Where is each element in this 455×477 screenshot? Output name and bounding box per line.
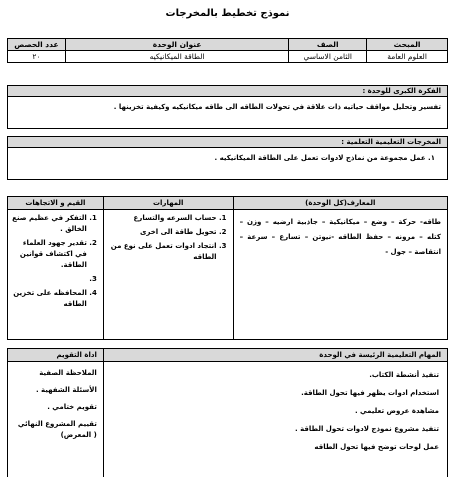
list-item: 2. تحويل طاقة الى اخرى (108, 227, 217, 238)
list-item: تنفيذ مشروع نموذج لادوات تحول الطاقة . (294, 425, 439, 433)
list-item: 1. حساب السرعه والتسارع (108, 213, 217, 224)
list-item: تنفيذ أنشطة الكتاب. (369, 371, 439, 379)
list-item: 2. تقدير جهود العلماء في اكتشاف قوانين الطاقة. (12, 238, 87, 271)
values-label: القيم و الاتجاهات (8, 197, 104, 210)
header-table (7, 38, 448, 63)
big-idea-text: تفسير وتحليل مواقف حياتيه ذات علاقة في تحولات الطاقه الى طاقه ميكانيكيه وكيفية تخزينها . (113, 103, 441, 111)
unit-title-value: الطاقة الميكانيكيه (65, 51, 288, 63)
grade-label: الصف (289, 39, 367, 51)
evaluation-cell (8, 362, 104, 477)
outcomes-text: ١. عمل مجموعة من نماذج لادوات تعمل على الطاقة الميكانيكيه . (214, 154, 435, 162)
skills-cell (103, 210, 233, 340)
evaluation-label: اداة التقويم (8, 349, 104, 362)
list-item: الملاحظة الصفية (39, 369, 97, 377)
page-title: نموذج تخطيط بالمخرجات (165, 8, 290, 19)
tasks-evaluation-table (7, 348, 448, 477)
outcomes-section (7, 136, 448, 180)
tasks-cell (103, 362, 447, 477)
sessions-value: ٢٠ (8, 51, 66, 63)
subject-label: المبحث (367, 39, 448, 51)
list-item: تقويم ختامي . (47, 403, 97, 411)
tasks-label: المهام التعليمية الرئيسة في الوحدة (103, 349, 447, 362)
list-item: تقييم المشروع النهائي ( المعرض) (17, 420, 97, 439)
big-idea-label: الفكرة الكبرى للوحدة : (8, 86, 447, 97)
list-item: 4. المحافظه على تخزين الطاقه (12, 288, 87, 310)
sessions-label: عدد الحصص (8, 39, 66, 51)
list-item: 3. انتجاد ادوات تعمل على نوع من الطاقه (108, 241, 217, 263)
skills-label: المهارات (103, 197, 233, 210)
list-item: مشاهدة عروض تعليمي . (354, 407, 439, 415)
knowledge-text: طاقه- حركة – وضع – ميكانيكية – جاذبية ارضيه – وزن – كتله – مرونه – حفظ الطاقه -نيوتن – تسارع – سرعة – انتقاصة – جول - (239, 218, 441, 256)
knowledge-label: المعارف(كل الوحدة) (233, 197, 447, 210)
list-item: عمل لوحات توضح فيها تحول الطاقه (314, 443, 439, 451)
grade-value: الثامن الاساسي (289, 51, 367, 63)
subject-value: العلوم العامة (367, 51, 448, 63)
big-idea-section (7, 85, 448, 129)
list-item (12, 274, 87, 285)
list-item: الأسئلة الشفهية . (35, 386, 97, 394)
unit-title-label: عنوان الوحدة (65, 39, 288, 51)
knowledge-skills-values-table (7, 196, 448, 340)
list-item: 1. التفكر في عظيم صنع الخالق . (12, 213, 87, 235)
knowledge-cell (233, 210, 447, 340)
outcomes-label: المخرجات التعليمية التعلمية : (8, 137, 447, 148)
list-item: استخدام ادوات يظهر فيها تحول الطاقة. (301, 389, 439, 397)
values-cell (8, 210, 104, 340)
